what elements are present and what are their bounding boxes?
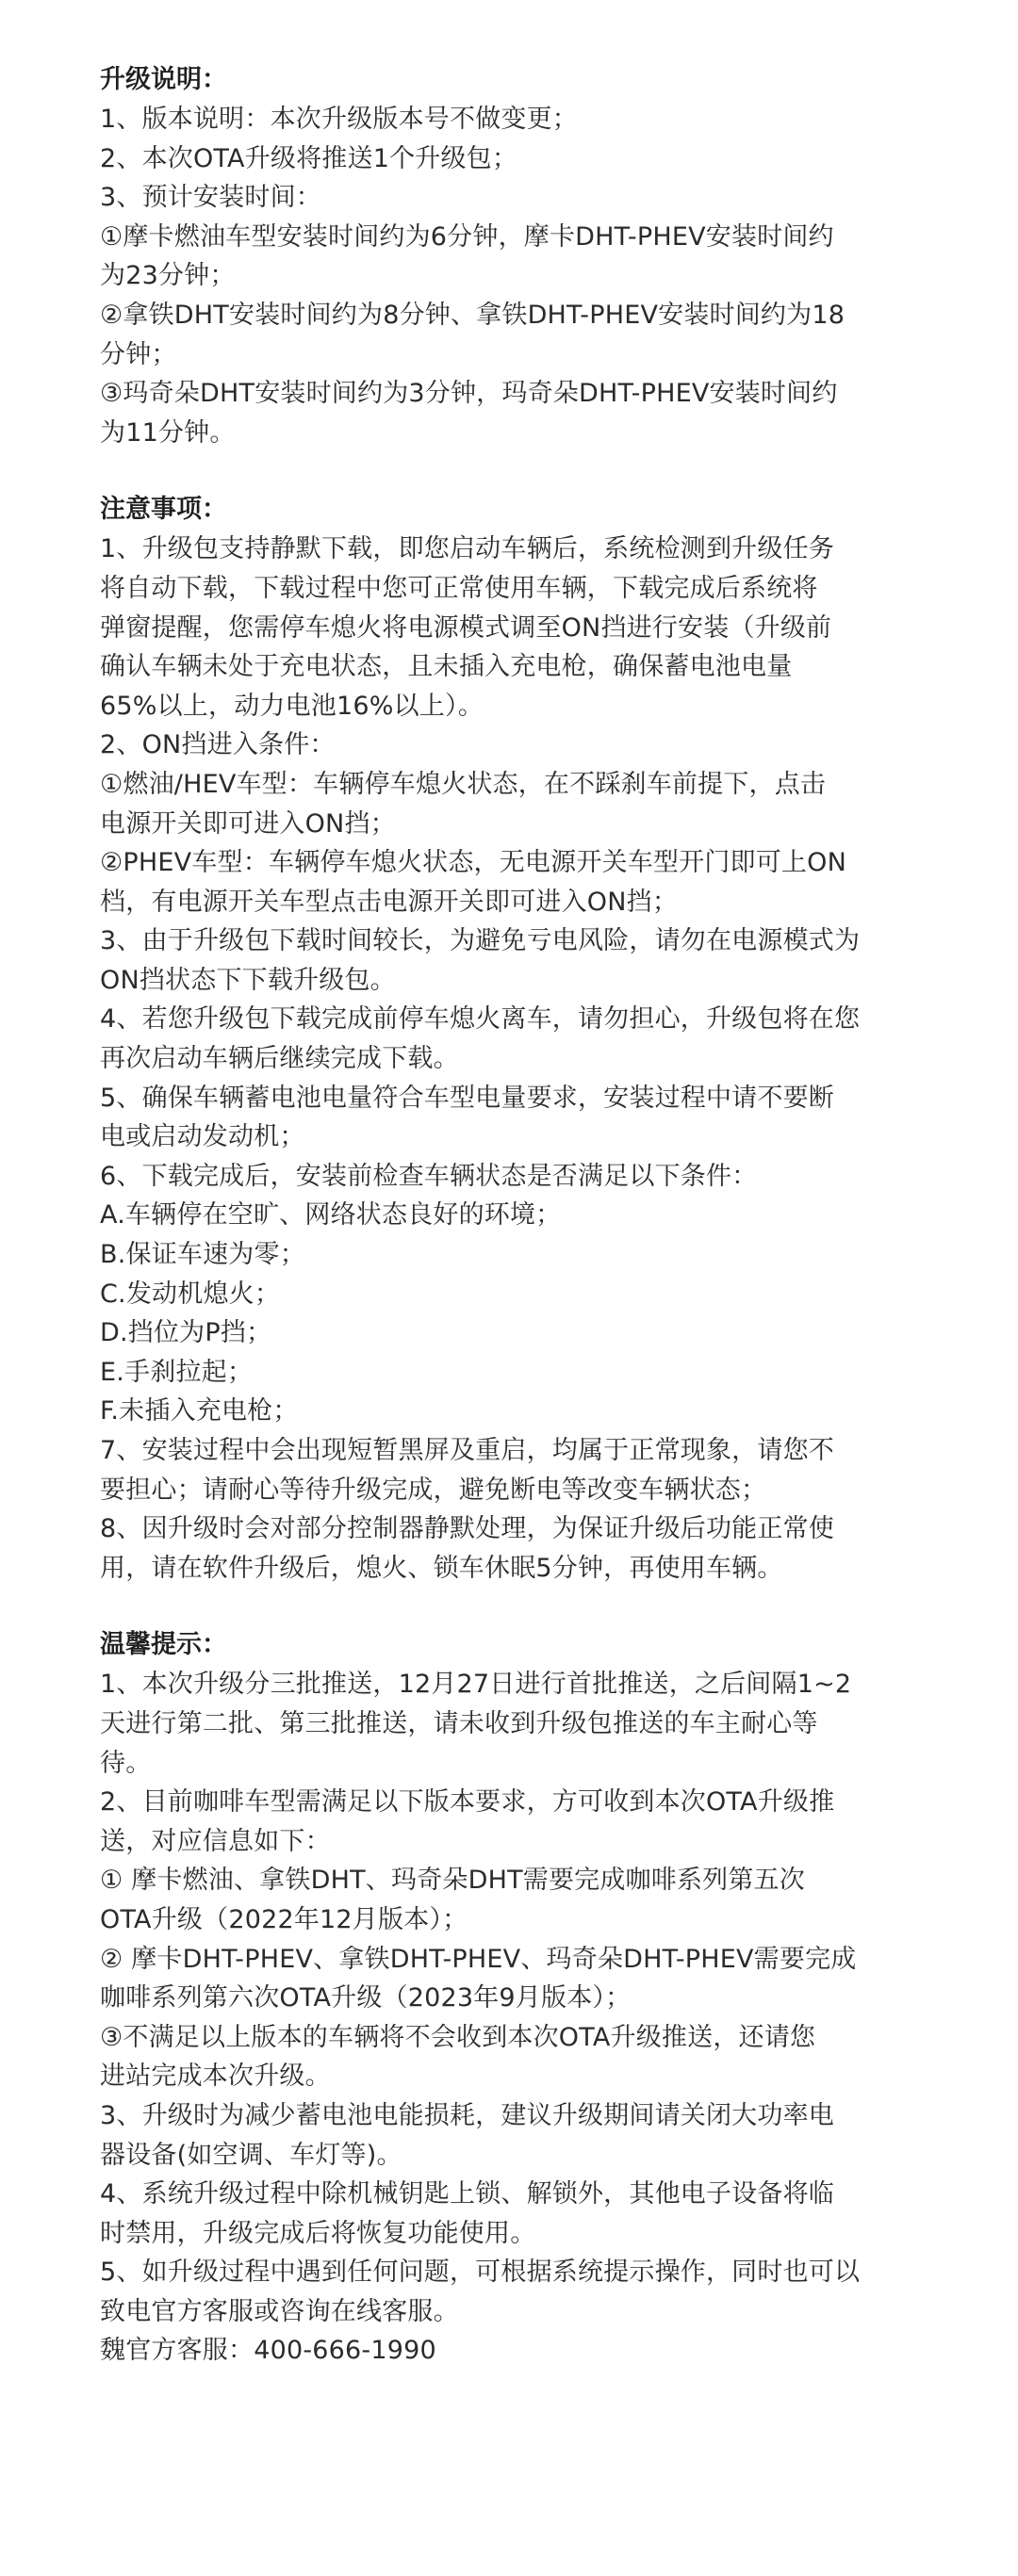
- text-line: E.手刹拉起；: [100, 1357, 254, 1387]
- text-line: D.挡位为P挡；: [100, 1318, 272, 1348]
- text-line: 1、升级包支持静默下载，即您启动车辆后，系统检测到升级任务: [100, 534, 834, 564]
- section-title: 温馨提示：: [100, 1630, 227, 1660]
- text-line: 咖啡系列第六次OTA升级（2023年9月版本）；: [100, 1983, 632, 2014]
- section-title: 升级说明：: [100, 65, 227, 94]
- text-line: 4、系统升级过程中除机械钥匙上锁、解锁外，其他电子设备将临: [100, 2179, 834, 2209]
- hotline-text: 魏官方客服：400-666-1990: [100, 2336, 436, 2366]
- text-line: ① 摩卡燃油、拿铁DHT、玛奇朵DHT需要完成咖啡系列第五次: [100, 1866, 805, 1896]
- text-line: 7、安装过程中会出现短暂黑屏及重启，均属于正常现象，请您不: [100, 1436, 834, 1465]
- text-line: 进站完成本次升级。: [100, 2062, 331, 2092]
- text-line: ①摩卡燃油车型安装时间约为6分钟，摩卡DHT-PHEV安装时间约: [100, 221, 834, 252]
- text-line: 3、升级时为减少蓄电池电能损耗，建议升级期间请关闭大功率电: [100, 2100, 834, 2130]
- text-line: 用，请在软件升级后，熄火、锁车休眠5分钟，再使用车辆。: [100, 1553, 783, 1583]
- text-line: 电源开关即可进入ON挡；: [100, 808, 396, 839]
- text-line: 5、如升级过程中遇到任何问题，可根据系统提示操作，同时也可以: [100, 2258, 861, 2288]
- text-line: ②拿铁DHT安装时间约为8分钟、拿铁DHT-PHEV安装时间约为18: [100, 300, 846, 330]
- text-line: 将自动下载，下载过程中您可正常使用车辆，下载完成后系统将: [100, 573, 818, 603]
- text-line: 2、本次OTA升级将推送1个升级包；: [100, 143, 518, 173]
- text-line: 1、版本说明：本次升级版本号不做变更；: [100, 105, 578, 134]
- text-line: 2、ON挡进入条件：: [100, 730, 336, 760]
- text-line: 1、本次升级分三批推送，12月27日进行首批推送，之后间隔1~2: [100, 1670, 852, 1700]
- text-line: 6、下载完成后，安装前检查车辆状态是否满足以下条件：: [100, 1161, 758, 1191]
- text-line: 为23分钟；: [100, 261, 236, 291]
- text-line: 65%以上，动力电池16%以上）。: [100, 691, 484, 721]
- text-line: 时禁用，升级完成后将恢复功能使用。: [100, 2218, 536, 2248]
- text-line: 3、预计安装时间：: [100, 183, 321, 213]
- text-line: 要担心；请耐心等待升级完成，避免断电等改变车辆状态；: [100, 1475, 767, 1505]
- text-line: 3、由于升级包下载时间较长，为避免亏电风险，请勿在电源模式为: [100, 926, 861, 956]
- text-line: 再次启动车辆后继续完成下载。: [100, 1044, 459, 1074]
- text-line: 档，有电源开关车型点击电源开关即可进入ON挡；: [100, 887, 679, 917]
- section-title: 注意事项：: [100, 495, 227, 525]
- section-notes: [100, 490, 943, 1588]
- text-line: 天进行第二批、第三批推送，请未收到升级包推送的车主耐心等: [100, 1708, 818, 1738]
- text-line: 4、若您升级包下载完成前停车熄火离车，请勿担心，升级包将在您: [100, 1004, 861, 1035]
- text-line: F.未插入充电枪；: [100, 1396, 299, 1427]
- text-line: 电或启动发动机；: [100, 1122, 305, 1152]
- text-line: 待。: [100, 1748, 152, 1778]
- text-line: A.车辆停在空旷、网络状态良好的环境；: [100, 1200, 562, 1231]
- text-line: OTA升级（2022年12月版本）；: [100, 1904, 468, 1934]
- text-line: B.保证车速为零；: [100, 1240, 305, 1270]
- text-line: ③玛奇朵DHT安装时间约为3分钟，玛奇朵DHT-PHEV安装时间约: [100, 379, 838, 409]
- text-line: ON挡状态下下载升级包。: [100, 965, 396, 995]
- text-line: 弹窗提醒，您需停车熄火将电源模式调至ON挡进行安装（升级前: [100, 612, 832, 643]
- text-line: 确认车辆未处于充电状态，且未插入充电枪，确保蓄电池电量: [100, 652, 793, 682]
- text-line: 2、目前咖啡车型需满足以下版本要求，方可收到本次OTA升级推: [100, 1787, 835, 1818]
- section-tips: [100, 1625, 943, 2371]
- text-line: 器设备(如空调、车灯等)。: [100, 2140, 402, 2170]
- text-line: 致电官方客服或咨询在线客服。: [100, 2296, 459, 2326]
- text-line: ② 摩卡DHT-PHEV、拿铁DHT-PHEV、玛奇朵DHT-PHEV需要完成: [100, 1944, 857, 1974]
- text-line: ②PHEV车型：车辆停车熄火状态，无电源开关车型开门即可上ON: [100, 848, 846, 878]
- text-line: 5、确保车辆蓄电池电量符合车型电量要求，安装过程中请不要断: [100, 1083, 834, 1113]
- text-line: ③不满足以上版本的车辆将不会收到本次OTA升级推送，还请您: [100, 2022, 816, 2052]
- text-line: C.发动机熄火；: [100, 1279, 281, 1309]
- text-line: 分钟；: [100, 339, 177, 369]
- section-upgrade-description: [100, 60, 943, 452]
- text-line: 送，对应信息如下：: [100, 1826, 331, 1856]
- text-line: ①燃油/HEV车型：车辆停车熄火状态，在不踩刹车前提下，点击: [100, 769, 827, 799]
- text-line: 8、因升级时会对部分控制器静默处理，为保证升级后功能正常使: [100, 1514, 834, 1544]
- text-line: 为11分钟。: [100, 417, 236, 448]
